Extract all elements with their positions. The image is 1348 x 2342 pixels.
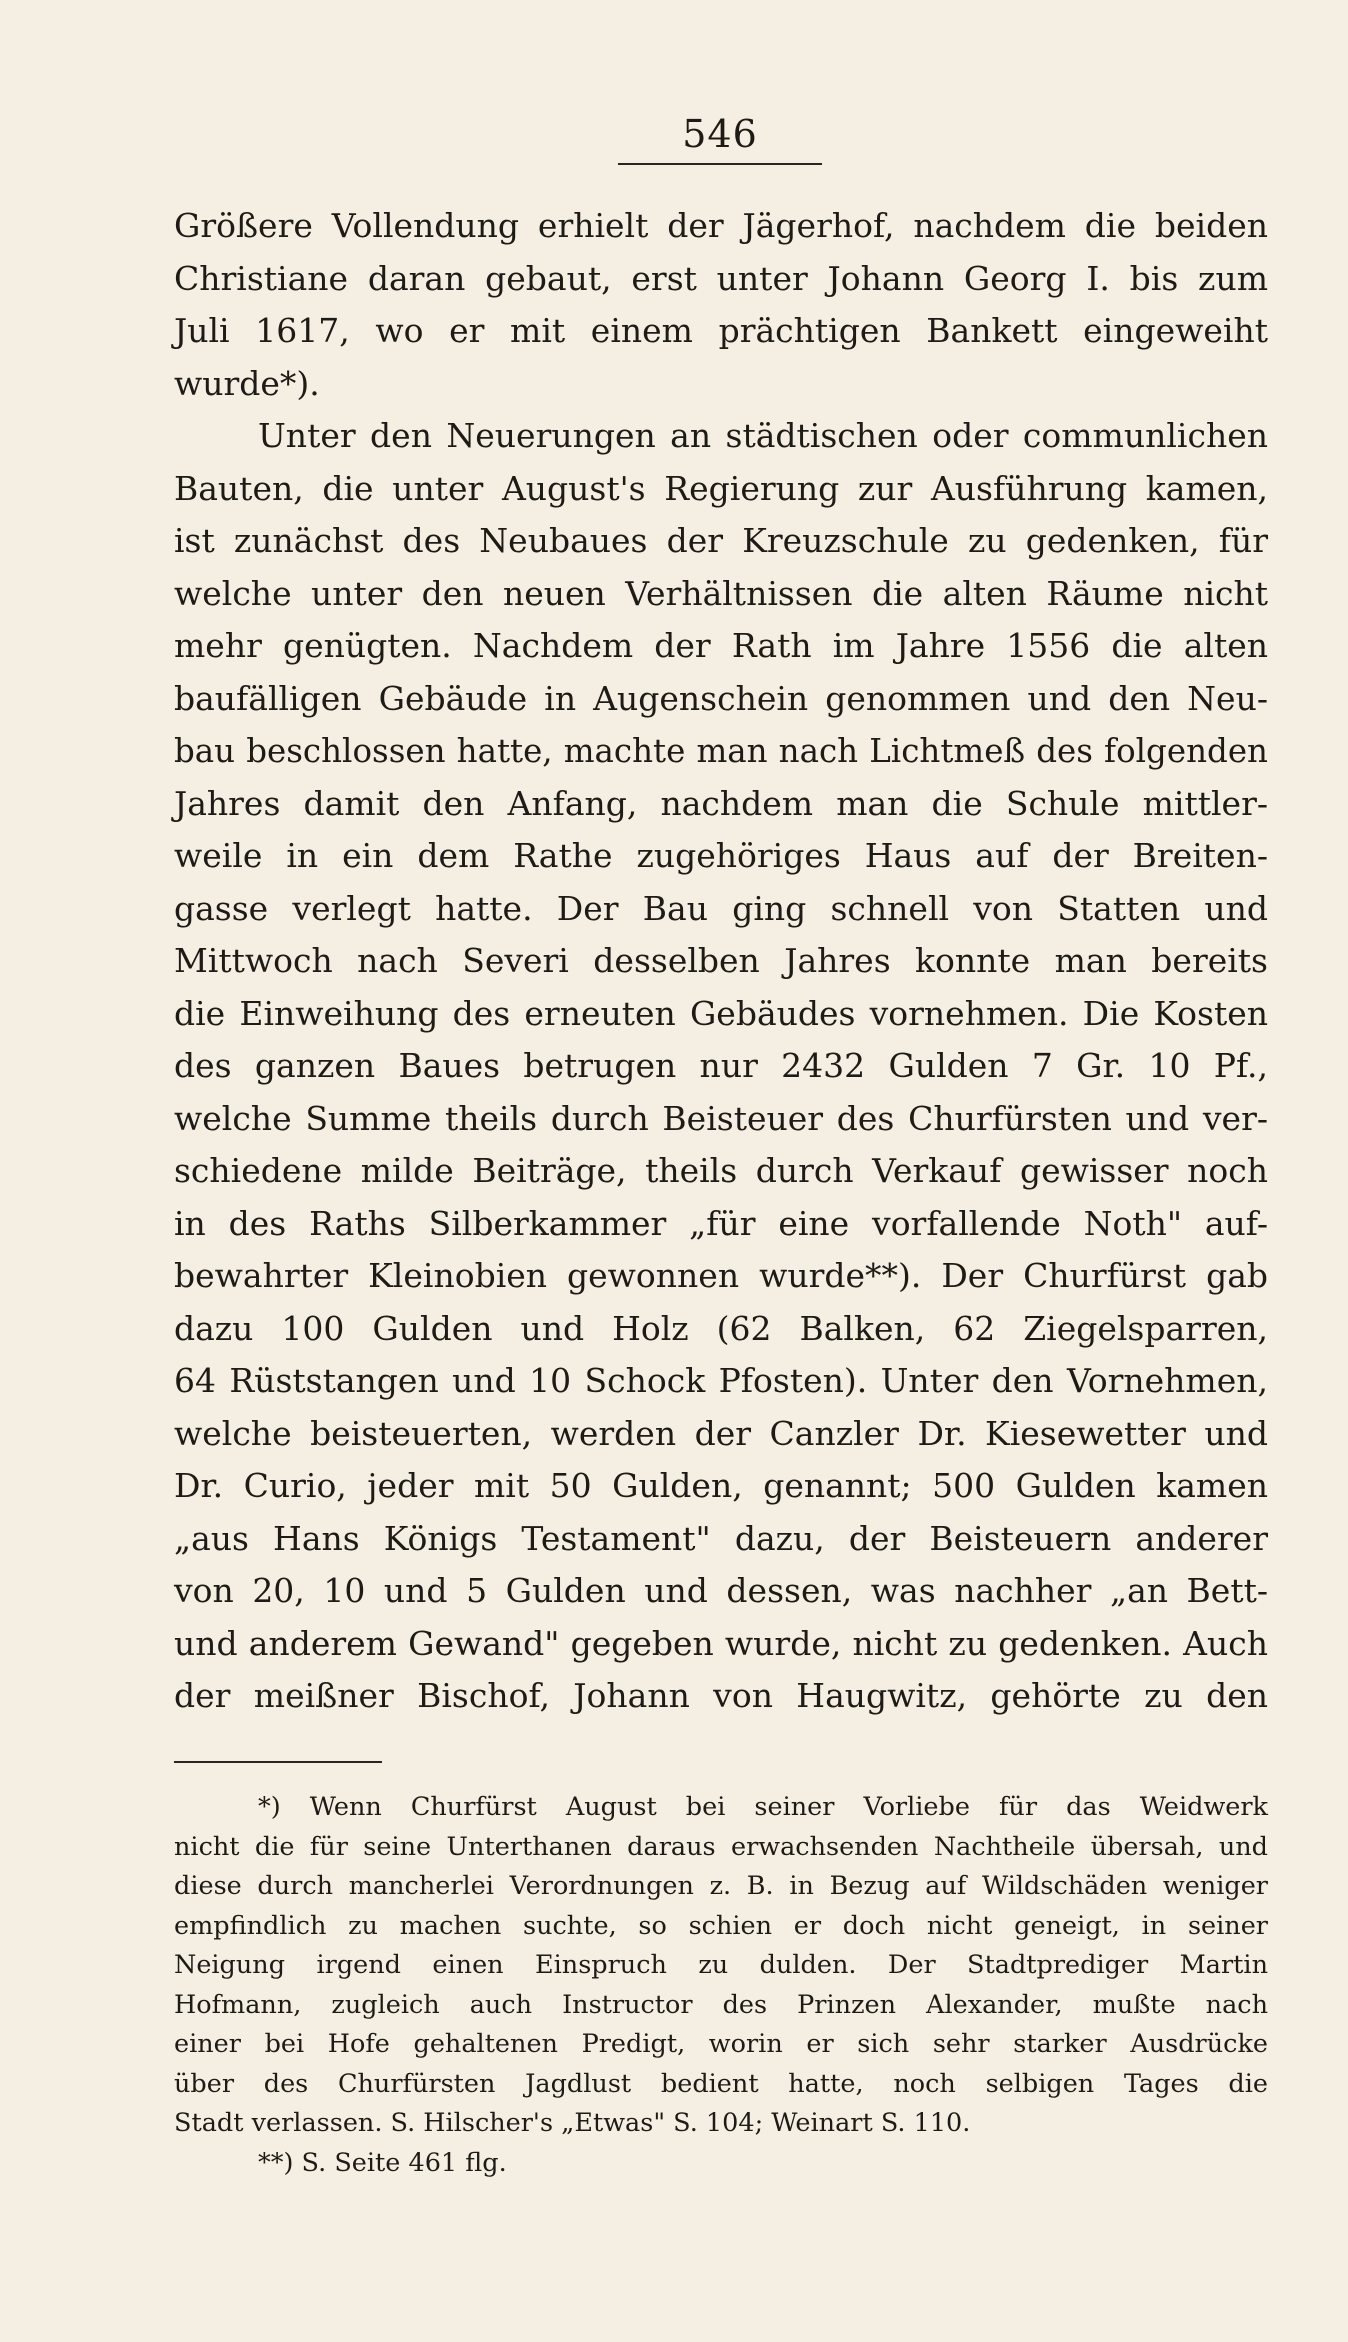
footnote-line: nicht die für seine Unterthanen daraus erwachsenden Nachtheile übersah, und <box>174 1831 1268 1862</box>
text-line: Größere Vollendung erhielt der Jägerhof, nachdem die beiden <box>174 206 1268 245</box>
text-line: gasse verlegt hatte. Der Bau ging schnell von Statten und <box>174 888 1268 928</box>
text-line: Christiane daran gebaut, erst unter Johann Georg I. bis zum <box>174 258 1268 298</box>
text-line: wurde*). <box>174 363 320 403</box>
text-line: welche beisteuerten, werden der Canzler Dr. Kiesewetter und <box>174 1413 1268 1453</box>
text-line: ist zunächst des Neubaues der Kreuzschule zu gedenken, für <box>174 521 1268 560</box>
text-line: welche unter den neuen Verhältnissen die alten Räume nicht <box>174 573 1268 613</box>
footnote-line: diese durch mancherlei Verordnungen z. B. in Bezug auf Wildschäden weniger <box>174 1871 1268 1901</box>
text-line: des ganzen Baues betrugen nur 2432 Gulden 7 Gr. 10 Pf., <box>174 1046 1268 1085</box>
text-line: Dr. Curio, jeder mit 50 Gulden, genannt; 500 Gulden kamen <box>174 1466 1268 1505</box>
footnote-line: Stadt verlassen. S. Hilscher's „Etwas" S. 104; Weinart S. 110. <box>174 2108 971 2138</box>
footnote-line: über des Churfürsten Jagdlust bedient hatte, noch selbigen Tages die <box>174 2068 1268 2099</box>
footnote-line: Neigung irgend einen Einspruch zu dulden. Der Stadtprediger Martin <box>174 1950 1268 1980</box>
text-line: Bauten, die unter August's Regierung zur Ausführung kamen, <box>174 468 1268 508</box>
text-line: schiedene milde Beiträge, theils durch Verkauf gewisser noch <box>174 1151 1268 1190</box>
text-line: welche Summe theils durch Beisteuer des Churfürsten und ver- <box>174 1098 1268 1138</box>
text-line: 64 Rüststangen und 10 Schock Pfosten). Unter den Vornehmen, <box>174 1361 1268 1400</box>
footnote-line: *) Wenn Churfürst August bei seiner Vorliebe für das Weidwerk <box>258 1792 1268 1822</box>
text-line: mehr genügten. Nachdem der Rath im Jahre 1556 die alten <box>174 626 1268 665</box>
text-line: baufälligen Gebäude in Augenschein genommen und den Neu- <box>174 678 1268 718</box>
footnotes <box>174 1788 1268 2183</box>
text-line: und anderem Gewand" gegeben wurde, nicht zu gedenken. Auch <box>174 1623 1268 1663</box>
text-line: Juli 1617, wo er mit einem prächtigen Bankett eingeweiht <box>174 311 1268 350</box>
main-text <box>174 200 1268 1723</box>
footnote-line: empfindlich zu machen suchte, so schien er doch nicht geneigt, in seiner <box>174 1910 1268 1941</box>
page-number: 546 <box>682 112 758 156</box>
text-line: „aus Hans Königs Testament" dazu, der Beisteuern anderer <box>174 1518 1268 1558</box>
text-line: von 20, 10 und 5 Gulden und dessen, was nachher „an Bett- <box>174 1571 1268 1610</box>
text-line: die Einweihung des erneuten Gebäudes vornehmen. Die Kosten <box>174 993 1268 1033</box>
footnote-line: Hofmann, zugleich auch Instructor des Prinzen Alexander, mußte nach <box>174 1989 1268 2020</box>
text-line: in des Raths Silberkammer „für eine vorfallende Noth" auf- <box>174 1203 1268 1243</box>
text-line: bau beschlossen hatte, machte man nach Lichtmeß des folgenden <box>174 732 1268 770</box>
footnote-line: einer bei Hofe gehaltenen Predigt, worin er sich sehr starker Ausdrücke <box>174 2029 1268 2059</box>
text-line: Jahres damit den Anfang, nachdem man die Schule mittler- <box>174 783 1268 823</box>
header-rule <box>618 163 822 165</box>
footnote-rule <box>174 1761 382 1763</box>
paragraph-start-line: Unter den Neuerungen an städtischen oder communlichen <box>258 416 1268 455</box>
text-line: weile in ein dem Rathe zugehöriges Haus auf der Breiten- <box>174 836 1268 875</box>
text-line: dazu 100 Gulden und Holz (62 Balken, 62 Ziegelsparren, <box>174 1308 1268 1348</box>
text-line: bewahrter Kleinobien gewonnen wurde**). Der Churfürst gab <box>174 1256 1268 1295</box>
text-line: Mittwoch nach Severi desselben Jahres konnte man bereits <box>174 941 1268 980</box>
footnote-line: **) S. Seite 461 flg. <box>258 2147 507 2178</box>
text-line: der meißner Bischof, Johann von Haugwitz, gehörte zu den <box>174 1676 1268 1715</box>
